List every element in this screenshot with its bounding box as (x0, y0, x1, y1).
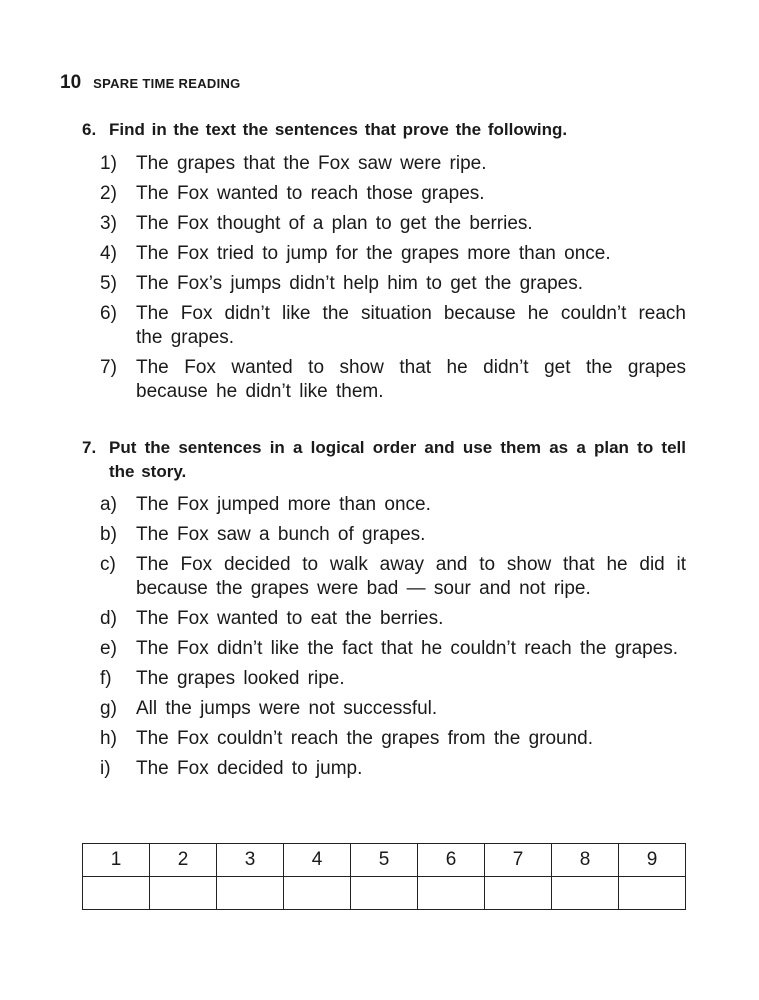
answer-table-header: 9 (619, 844, 686, 877)
list-marker: f) (100, 668, 112, 689)
list-marker: 2) (100, 183, 117, 204)
list-marker: a) (100, 494, 117, 515)
task-6-list (100, 152, 686, 410)
answer-cell[interactable] (150, 877, 217, 910)
list-item (100, 272, 686, 296)
list-item (100, 697, 686, 721)
task-7-number: 7. (82, 438, 97, 457)
list-marker: d) (100, 608, 117, 629)
list-text: All the jumps were not successful. (136, 698, 438, 719)
answer-table-header: 2 (150, 844, 217, 877)
list-text: The Fox didn’t like the situation because he couldn’t reach the grapes. (136, 303, 686, 348)
list-marker: 1) (100, 153, 117, 174)
list-item (100, 523, 686, 547)
list-text: The grapes looked ripe. (136, 668, 345, 689)
list-item (100, 727, 686, 751)
list-text: The Fox wanted to show that he didn’t get the grapes because he didn’t like them. (136, 357, 686, 402)
answer-table (82, 843, 686, 910)
list-text: The Fox saw a bunch of grapes. (136, 524, 426, 545)
list-item (100, 553, 686, 601)
page-number: 10 (60, 72, 82, 93)
answer-table-header: 6 (418, 844, 485, 877)
list-text: The Fox thought of a plan to get the berries. (136, 213, 533, 234)
list-text: The Fox couldn’t reach the grapes from the ground. (136, 728, 594, 749)
list-marker: 5) (100, 273, 117, 294)
page-header (60, 72, 241, 94)
list-marker: g) (100, 698, 117, 719)
answer-cell[interactable] (619, 877, 686, 910)
list-item (100, 152, 686, 176)
list-marker: h) (100, 728, 117, 749)
list-text: The Fox decided to walk away and to show that he did it because the grapes were bad — sour and not ripe. (136, 554, 686, 599)
list-item (100, 302, 686, 350)
list-text: The grapes that the Fox saw were ripe. (136, 153, 487, 174)
task-7-title: Put the sentences in a logical order and use them as a plan to tell the story. (109, 438, 686, 481)
answer-table-header: 5 (351, 844, 418, 877)
task-7-list (100, 493, 686, 787)
list-text: The Fox didn’t like the fact that he couldn’t reach the grapes. (136, 638, 679, 659)
list-item (100, 667, 686, 691)
answer-cell[interactable] (552, 877, 619, 910)
answer-table-header: 8 (552, 844, 619, 877)
list-item (100, 757, 686, 781)
answer-table-header: 4 (284, 844, 351, 877)
answer-cell[interactable] (217, 877, 284, 910)
answer-cell[interactable] (351, 877, 418, 910)
answer-cell[interactable] (418, 877, 485, 910)
section-title: SPARE TIME READING (93, 76, 241, 91)
list-marker: e) (100, 638, 117, 659)
answer-table-header-row (83, 844, 686, 877)
list-marker: 4) (100, 243, 117, 264)
list-marker: c) (100, 554, 116, 575)
task-6-number: 6. (82, 120, 97, 139)
list-item (100, 637, 686, 661)
answer-table-header: 3 (217, 844, 284, 877)
list-text: The Fox jumped more than once. (136, 494, 431, 515)
list-marker: b) (100, 524, 117, 545)
list-text: The Fox’s jumps didn’t help him to get the grapes. (136, 273, 583, 294)
task-7-heading (82, 436, 686, 484)
list-text: The Fox wanted to reach those grapes. (136, 183, 485, 204)
answer-cell[interactable] (284, 877, 351, 910)
task-6-title: Find in the text the sentences that prove the following. (109, 120, 568, 139)
answer-table-row (83, 877, 686, 910)
list-item (100, 493, 686, 517)
list-item (100, 356, 686, 404)
answer-table-header: 1 (83, 844, 150, 877)
list-item (100, 182, 686, 206)
list-marker: 7) (100, 357, 117, 378)
list-marker: 6) (100, 303, 117, 324)
list-marker: 3) (100, 213, 117, 234)
list-marker: i) (100, 758, 111, 779)
task-6-heading (82, 118, 686, 142)
list-item (100, 607, 686, 631)
answer-cell[interactable] (485, 877, 552, 910)
list-item (100, 242, 686, 266)
list-text: The Fox tried to jump for the grapes more than once. (136, 243, 611, 264)
list-item (100, 212, 686, 236)
list-text: The Fox wanted to eat the berries. (136, 608, 444, 629)
list-text: The Fox decided to jump. (136, 758, 363, 779)
answer-table-header: 7 (485, 844, 552, 877)
answer-cell[interactable] (83, 877, 150, 910)
